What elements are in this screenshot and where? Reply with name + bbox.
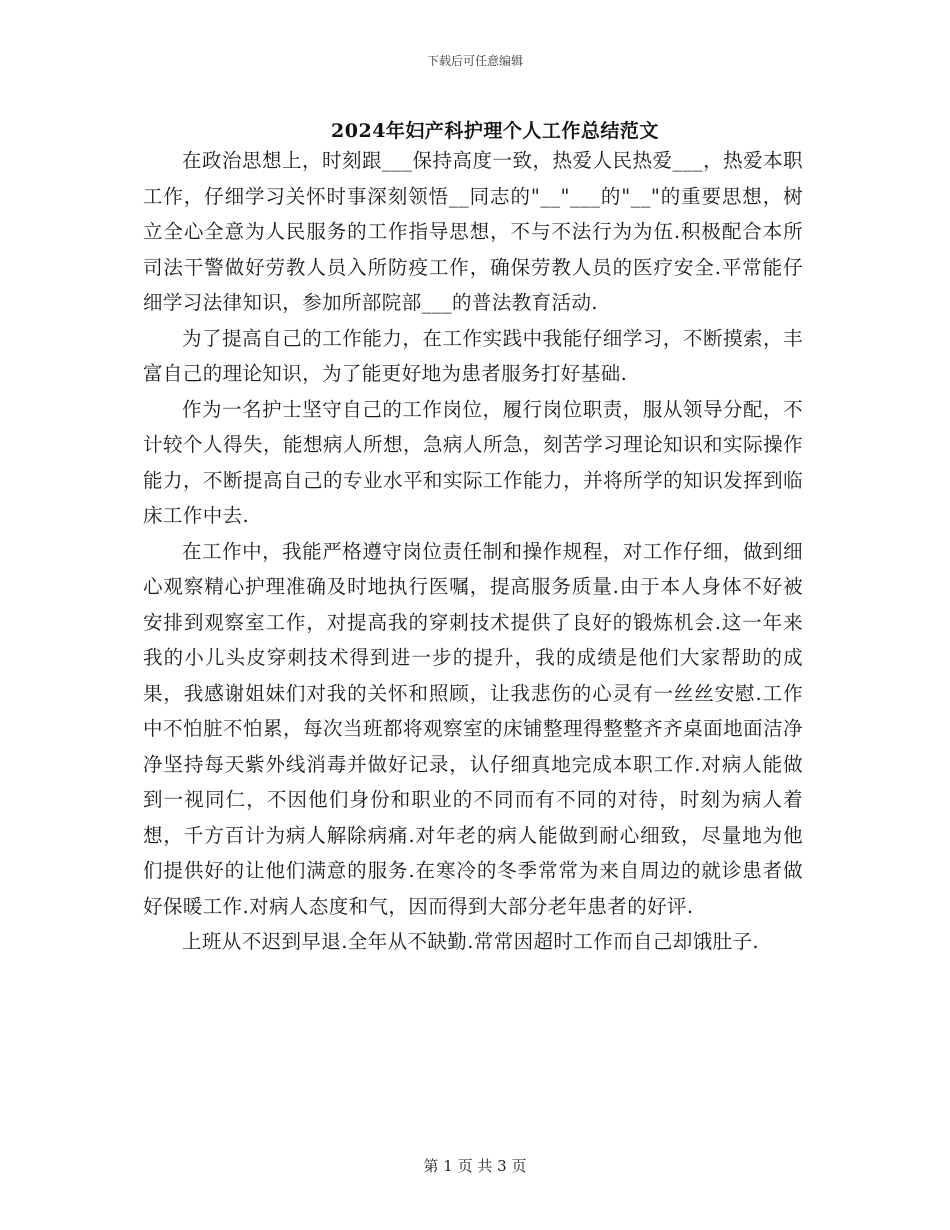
header-note: 下载后可任意编辑 xyxy=(426,54,523,68)
document-title: 2024年妇产科护理个人工作总结范文 xyxy=(331,120,659,142)
document-body xyxy=(143,143,803,960)
paragraph-nurse-duty: 作为一名护士坚守自己的工作岗位，履行岗位职责，服从领导分配，不计较个人得失，能想病人所想，急病人所急，刻苦学习理论知识和实际操作能力，不断提高自己的专业水平和实际工作能力，并将所学的知识发挥到临床工作中去. xyxy=(143,397,803,527)
paragraph-work-ability: 为了提高自己的工作能力，在工作实践中我能仔细学习，不断摸索，丰富自己的理论知识，为了能更好地为患者服务打好基础. xyxy=(143,326,803,385)
paragraph-political-thought: 在政治思想上，时刻跟___保持高度一致，热爱人民热爱___，热爱本职工作，仔细学习关怀时事深刻领悟__同志的"__"___的"__"的重要思想，树立全心全意为人民服务的工作指导思想，不与不法行为为伍.积极配合本所司法干警做好劳教人员入所防疫工作，确保劳教人员的医疗安全.平常能仔细学习法律知识，参加所部院部___的普法教育活动. xyxy=(143,149,803,314)
page-number-footer: 第 1 页 共 3 页 xyxy=(423,1157,527,1175)
paragraph-work-details: 在工作中，我能严格遵守岗位责任制和操作规程，对工作仔细，做到细心观察精心护理准确及时地执行医嘱，提高服务质量.由于本人身体不好被安排到观察室工作，对提高我的穿刺技术提供了良好的锻炼机会.这一年来我的小儿头皮穿刺技术得到进一步的提升，我的成绩是他们大家帮助的成果，我感谢姐妹们对我的关怀和照顾，让我悲伤的心灵有一丝丝安慰.工作中不怕脏不怕累，每次当班都将观察室的床铺整理得整整齐齐桌面地面洁净净坚持每天紫外线消毒并做好记录，认仔细真地完成本职工作.对病人能做到一视同仁，不因他们身份和职业的不同而有不同的对待，时刻为病人着想，千方百计为病人解除病痛.对年老的病人能做到耐心细致，尽量地为他们提供好的让他们满意的服务.在寒冷的冬季常常为来自周边的就诊患者做好保暖工作.对病人态度和气，因而得到大部分老年患者的好评. xyxy=(143,539,803,918)
paragraph-attendance: 上班从不迟到早退.全年从不缺勤.常常因超时工作而自己却饿肚子. xyxy=(182,930,759,953)
